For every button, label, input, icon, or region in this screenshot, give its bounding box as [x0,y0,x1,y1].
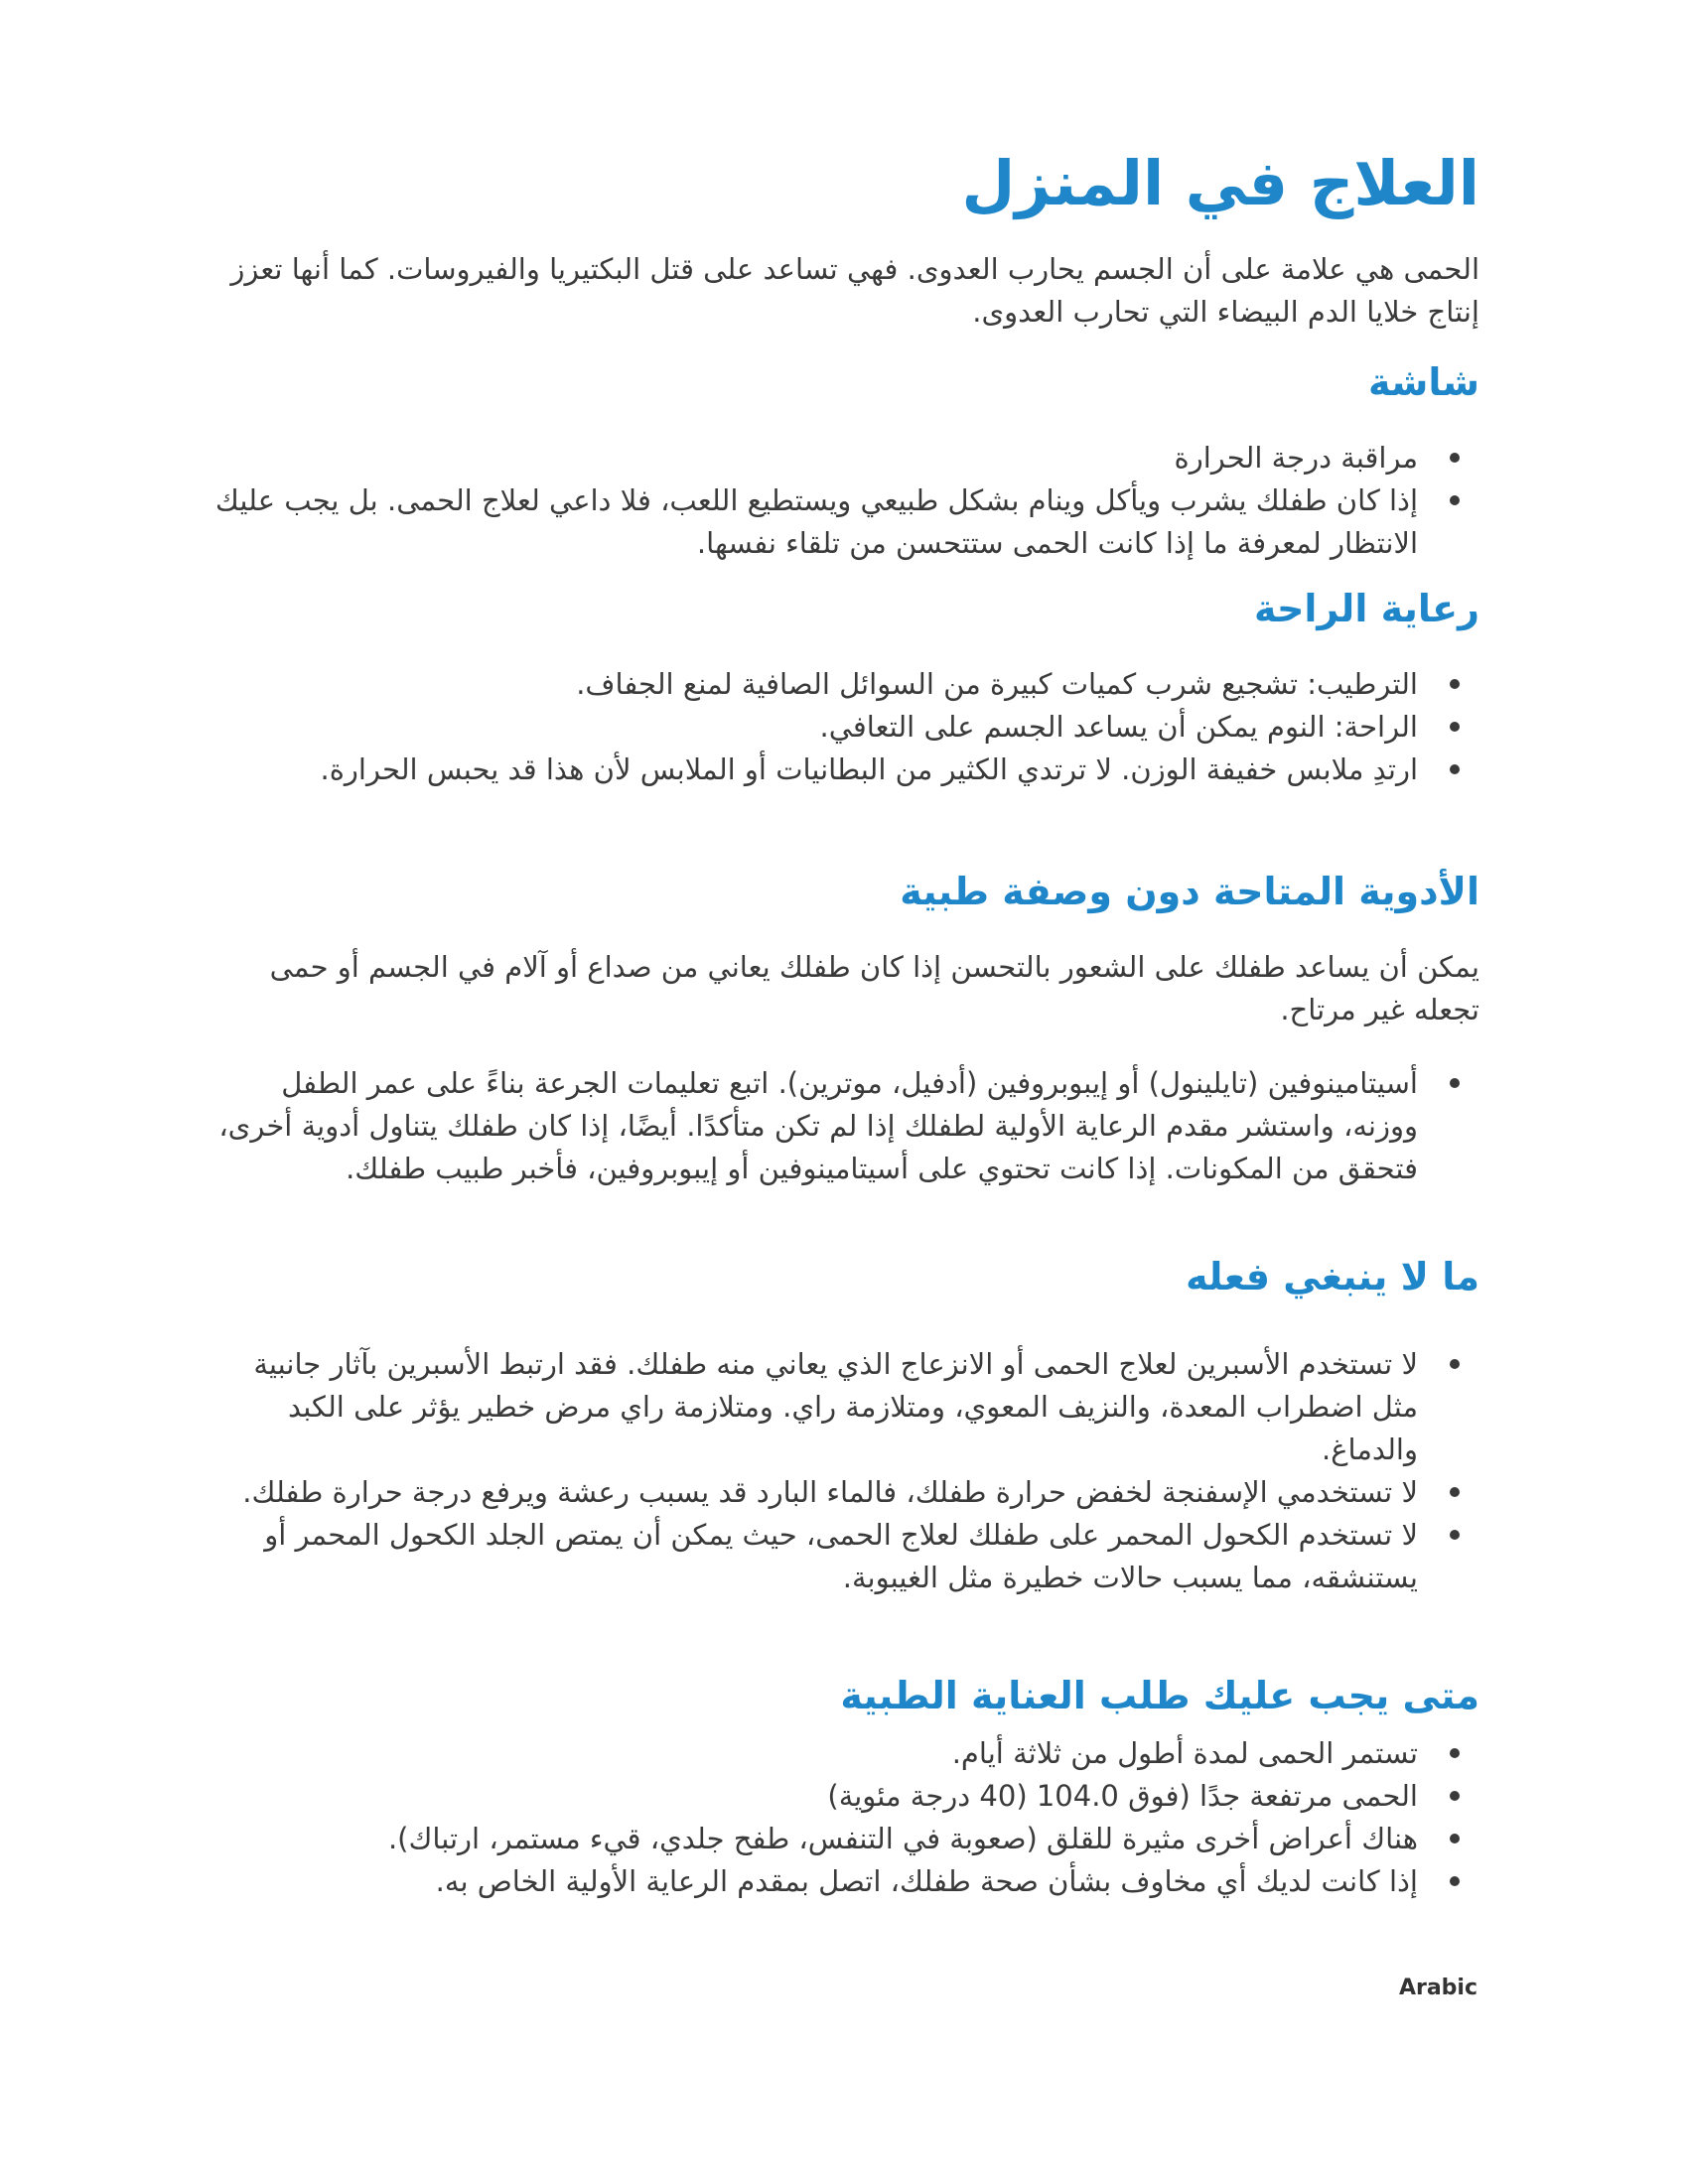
list-monitor [199,437,1479,565]
section-heading-dont: ما لا ينبغي فعله [1186,1255,1479,1298]
list-item: ارتدِ ملابس خفيفة الوزن. لا ترتدي الكثير من البطانيات أو الملابس لأن هذا قد يحبس الحرارة. [199,749,1479,791]
list-item: لا تستخدمي الإسفنجة لخفض حرارة طفلك، فالماء البارد قد يسبب رعشة ويرفع درجة حرارة طفلك. [199,1471,1479,1514]
list-item: الترطيب: تشجيع شرب كميات كبيرة من السوائل الصافية لمنع الجفاف. [199,663,1479,706]
language-label: Arabic [1398,1976,1477,2000]
list-item: إذا كان طفلك يشرب ويأكل وينام بشكل طبيعي ويستطيع اللعب، فلا داعي لعلاج الحمى. بل يجب عليك الانتظار لمعرفة ما إذا كانت الحمى ستتحسن من تلقاء نفسها. [199,479,1479,565]
list-item: لا تستخدم الأسبرين لعلاج الحمى أو الانزعاج الذي يعاني منه طفلك. فقد ارتبط الأسبرين بآثار جانبية مثل اضطراب المعدة، والنزيف المعوي، ومتلازمة راي. ومتلازمة راي مرض خطير يؤثر على الكبد والدماغ. [199,1343,1479,1471]
list-item: هناك أعراض أخرى مثيرة للقلق (صعوبة في التنفس، طفح جلدي، قيء مستمر، ارتباك). [199,1818,1479,1860]
intro-paragraph: الحمى هي علامة على أن الجسم يحارب العدوى. فهي تساعد على قتل البكتيريا والفيروسات. كما أنها تعزز إنتاج خلايا الدم البيضاء التي تحارب العدوى. [230,252,1479,329]
list-item: أسيتامينوفين (تايلينول) أو إيبوبروفين (أدفيل، موترين). اتبع تعليمات الجرعة بناءً على عمر الطفل ووزنه، واستشر مقدم الرعاية الأولية لطفلك إذا لم تكن متأكدًا. أيضًا، إذا كان طفلك يتناول أدوية أخرى، فتحقق من المكونات. إذا كانت تحتوي على أسيتامينوفين أو إيبوبروفين، فأخبر طبيب طفلك. [199,1062,1479,1190]
document-page [199,0,1479,2184]
list-otc [199,1062,1479,1190]
list-when [199,1732,1479,1903]
list-item: لا تستخدم الكحول المحمر على طفلك لعلاج الحمى، حيث يمكن أن يمتص الجلد الكحول المحمر أو يستنشقه، مما يسبب حالات خطيرة مثل الغيبوبة. [199,1514,1479,1599]
otc-paragraph: يمكن أن يساعد طفلك على الشعور بالتحسن إذا كان طفلك يعاني من صداع أو آلام في الجسم أو حمى تجعله غير مرتاح. [269,950,1479,1026]
section-heading-comfort: رعاية الراحة [1253,587,1479,630]
section-heading-when: متى يجب عليك طلب العناية الطبية [840,1674,1479,1717]
list-dont [199,1343,1479,1599]
page-title: العلاج في المنزل [961,147,1479,219]
list-item: مراقبة درجة الحرارة [199,437,1479,479]
list-item: الحمى مرتفعة جدًا (فوق 104.0 (40 درجة مئوية) [199,1775,1479,1818]
list-comfort [199,663,1479,791]
list-item: الراحة: النوم يمكن أن يساعد الجسم على التعافي. [199,706,1479,749]
list-item: تستمر الحمى لمدة أطول من ثلاثة أيام. [199,1732,1479,1775]
section-heading-otc: الأدوية المتاحة دون وصفة طبية [900,870,1479,913]
section-heading-monitor: شاشة [1367,360,1479,404]
list-item: إذا كانت لديك أي مخاوف بشأن صحة طفلك، اتصل بمقدم الرعاية الأولية الخاص به. [199,1860,1479,1903]
